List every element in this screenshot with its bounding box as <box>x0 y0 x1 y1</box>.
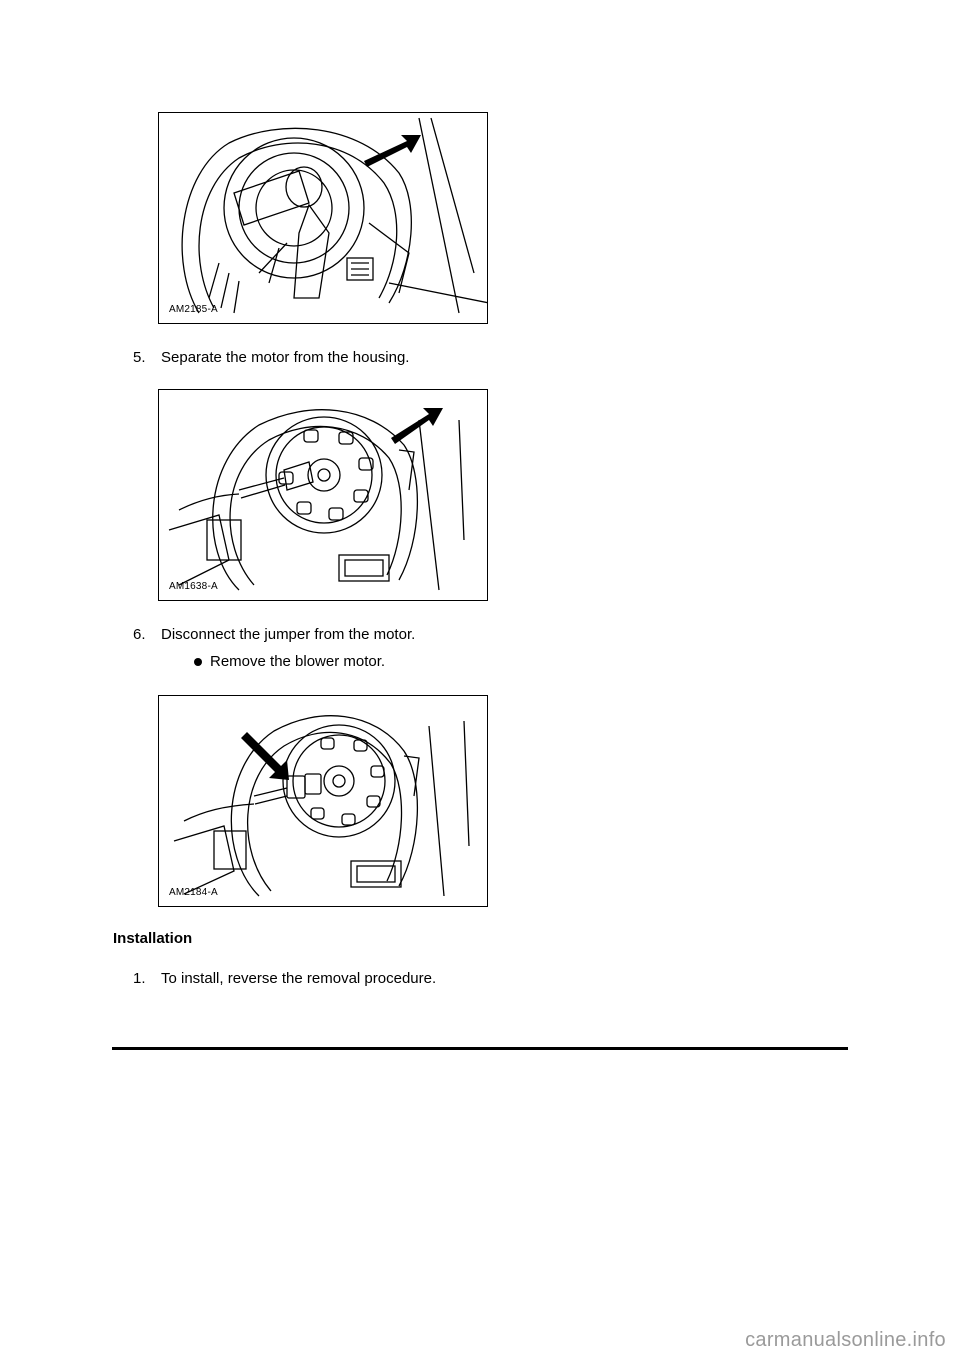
figure-label: AM1638-A <box>169 581 218 592</box>
step-text: Separate the motor from the housing. <box>161 349 410 366</box>
installation-heading: Installation <box>113 930 193 947</box>
jumper-connector-illustration <box>159 696 488 907</box>
watermark: carmanualsonline.info <box>745 1329 946 1351</box>
figure-label: AM2185-A <box>169 304 218 315</box>
blower-housing-illustration <box>159 113 488 324</box>
bullet-text: Remove the blower motor. <box>210 653 386 670</box>
step-number: 6. <box>133 626 146 643</box>
step-number: 1. <box>133 970 146 987</box>
step-number: 5. <box>133 349 146 366</box>
figure-am2184 <box>158 695 488 907</box>
figure-label: AM2184-A <box>169 887 218 898</box>
figure-am1638 <box>158 389 488 601</box>
section-divider <box>112 1047 848 1050</box>
step-text: Disconnect the jumper from the motor. <box>161 626 416 643</box>
figure-am2185 <box>158 112 488 324</box>
motor-housing-illustration <box>159 390 488 601</box>
step-text: To install, reverse the removal procedure. <box>161 970 437 987</box>
bullet-dot-icon <box>194 658 202 666</box>
